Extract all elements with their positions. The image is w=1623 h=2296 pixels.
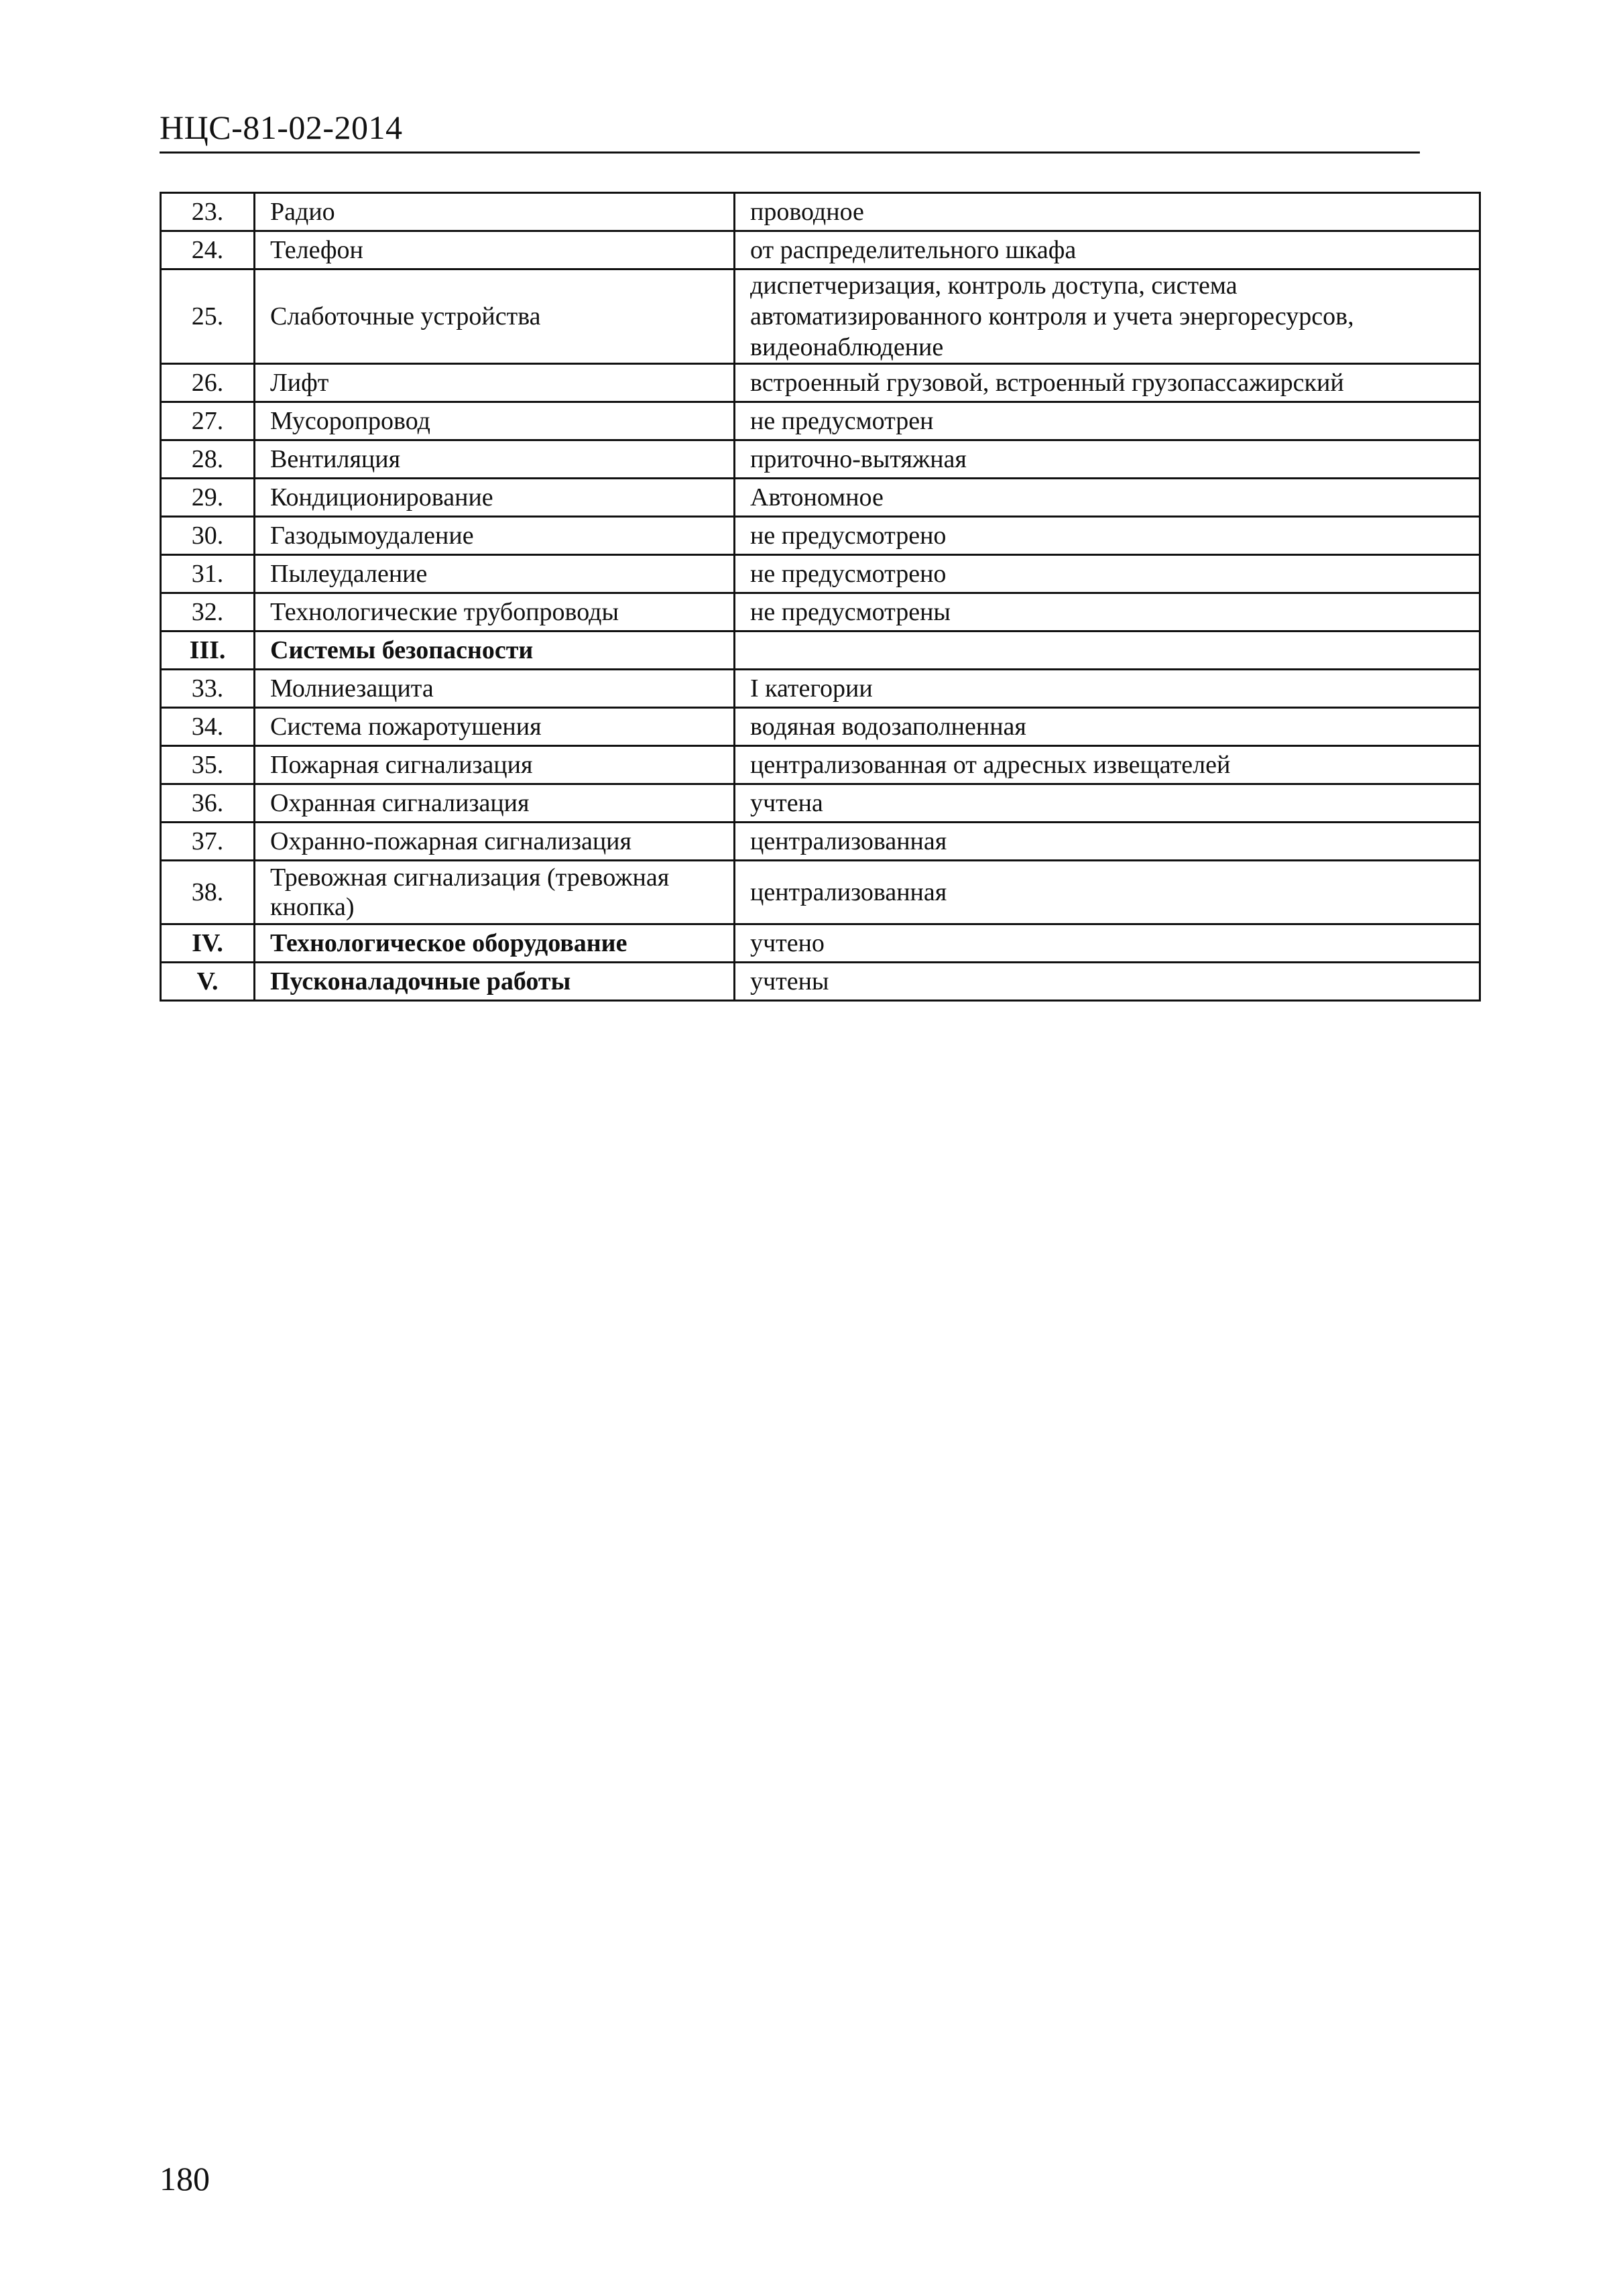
row-value: приточно-вытяжная xyxy=(735,440,1480,479)
specification-table xyxy=(160,192,1481,1002)
row-name: Тревожная сигнализация (тревожная кнопка) xyxy=(255,861,735,924)
row-value: учтено xyxy=(735,924,1480,963)
row-number: 29. xyxy=(161,479,255,517)
row-name: Кондиционирование xyxy=(255,479,735,517)
row-number: 34. xyxy=(161,708,255,746)
row-value: проводное xyxy=(735,193,1480,231)
row-name: Охранная сигнализация xyxy=(255,784,735,823)
row-name: Пылеудаление xyxy=(255,555,735,593)
row-name: Системы безопасности xyxy=(255,631,735,670)
table-row xyxy=(161,364,1480,402)
row-name: Технологическое оборудование xyxy=(255,924,735,963)
row-value: I категории xyxy=(735,670,1480,708)
row-value: не предусмотрены xyxy=(735,593,1480,631)
row-number: 27. xyxy=(161,402,255,440)
table-row xyxy=(161,784,1480,823)
row-number: 36. xyxy=(161,784,255,823)
table-row xyxy=(161,555,1480,593)
table-row xyxy=(161,440,1480,479)
row-number: 30. xyxy=(161,517,255,555)
row-value xyxy=(735,631,1480,670)
specification-table-body xyxy=(161,193,1480,1001)
row-value: от распределительного шкафа xyxy=(735,231,1480,269)
section-row xyxy=(161,924,1480,963)
row-value: централизованная от адресных извещателей xyxy=(735,746,1480,784)
row-value: не предусмотрен xyxy=(735,402,1480,440)
row-value: не предусмотрено xyxy=(735,517,1480,555)
table-row xyxy=(161,861,1480,924)
row-value: централизованная xyxy=(735,823,1480,861)
row-value: не предусмотрено xyxy=(735,555,1480,593)
table-row xyxy=(161,708,1480,746)
row-value: учтена xyxy=(735,784,1480,823)
section-row xyxy=(161,631,1480,670)
row-number: III. xyxy=(161,631,255,670)
row-number: 32. xyxy=(161,593,255,631)
table-row xyxy=(161,593,1480,631)
row-name: Телефон xyxy=(255,231,735,269)
row-number: 33. xyxy=(161,670,255,708)
row-value: диспетчеризация, контроль доступа, система автоматизированного контроля и учета энергоресурсов, видеонаблюдение xyxy=(735,269,1480,364)
row-number: IV. xyxy=(161,924,255,963)
section-row xyxy=(161,963,1480,1001)
row-value: встроенный грузовой, встроенный грузопассажирский xyxy=(735,364,1480,402)
table-row xyxy=(161,193,1480,231)
table-row xyxy=(161,517,1480,555)
row-number: 23. xyxy=(161,193,255,231)
header-divider xyxy=(160,152,1420,154)
row-number: 24. xyxy=(161,231,255,269)
row-number: 26. xyxy=(161,364,255,402)
row-value: централизованная xyxy=(735,861,1480,924)
row-name: Мусоропровод xyxy=(255,402,735,440)
table-row xyxy=(161,402,1480,440)
table-row xyxy=(161,231,1480,269)
row-number: 35. xyxy=(161,746,255,784)
row-name: Вентиляция xyxy=(255,440,735,479)
row-value: учтены xyxy=(735,963,1480,1001)
page-number: 180 xyxy=(160,2160,210,2197)
row-number: 25. xyxy=(161,269,255,364)
table-row xyxy=(161,269,1480,364)
row-name: Газодымоудаление xyxy=(255,517,735,555)
row-name: Радио xyxy=(255,193,735,231)
table-row xyxy=(161,670,1480,708)
table-row xyxy=(161,479,1480,517)
row-number: 31. xyxy=(161,555,255,593)
row-name: Технологические трубопроводы xyxy=(255,593,735,631)
row-name: Пожарная сигнализация xyxy=(255,746,735,784)
row-number: 28. xyxy=(161,440,255,479)
row-value: водяная водозаполненная xyxy=(735,708,1480,746)
row-name: Система пожаротушения xyxy=(255,708,735,746)
row-name: Слаботочные устройства xyxy=(255,269,735,364)
row-name: Охранно-пожарная сигнализация xyxy=(255,823,735,861)
row-name: Пусконаладочные работы xyxy=(255,963,735,1001)
document-header: НЦС-81-02-2014 xyxy=(160,109,403,146)
row-number: 37. xyxy=(161,823,255,861)
row-name: Лифт xyxy=(255,364,735,402)
table-row xyxy=(161,746,1480,784)
row-name: Молниезащита xyxy=(255,670,735,708)
row-number: V. xyxy=(161,963,255,1001)
row-number: 38. xyxy=(161,861,255,924)
row-value: Автономное xyxy=(735,479,1480,517)
table-row xyxy=(161,823,1480,861)
